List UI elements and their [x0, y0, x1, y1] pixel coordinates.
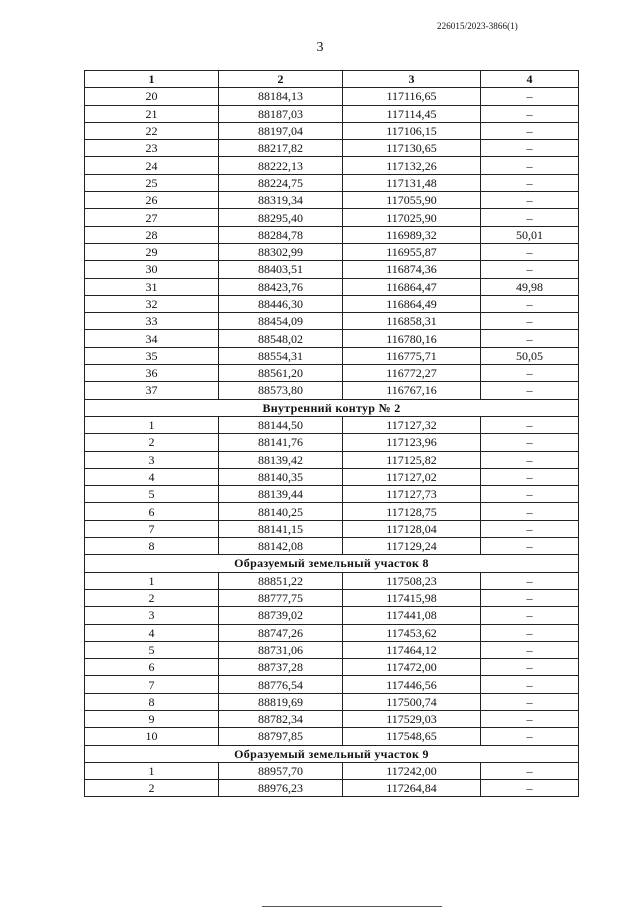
- distance-cell: 49,98: [481, 278, 579, 295]
- distance-cell: –: [481, 382, 579, 399]
- y-coordinate-cell: 117453,62: [343, 624, 481, 641]
- section-header-row: [85, 745, 579, 762]
- point-number-cell: 36: [85, 365, 219, 382]
- y-coordinate-cell: 117125,82: [343, 451, 481, 468]
- distance-cell: 50,01: [481, 226, 579, 243]
- distance-cell: –: [481, 728, 579, 745]
- distance-cell: –: [481, 589, 579, 606]
- table-row: [85, 451, 579, 468]
- y-coordinate-cell: 116989,32: [343, 226, 481, 243]
- x-coordinate-cell: 88423,76: [219, 278, 343, 295]
- document-number: 226015/2023-3866(1): [437, 21, 518, 31]
- distance-cell: –: [481, 780, 579, 797]
- y-coordinate-cell: 116772,27: [343, 365, 481, 382]
- distance-cell: –: [481, 365, 579, 382]
- table-row: [85, 641, 579, 658]
- distance-cell: –: [481, 520, 579, 537]
- distance-cell: –: [481, 330, 579, 347]
- distance-cell: –: [481, 710, 579, 727]
- y-coordinate-cell: 117106,15: [343, 122, 481, 139]
- table-row: [85, 520, 579, 537]
- header-cell-x: 2: [219, 71, 343, 88]
- header-cell-number: 1: [85, 71, 219, 88]
- y-coordinate-cell: 117127,73: [343, 486, 481, 503]
- distance-cell: –: [481, 451, 579, 468]
- x-coordinate-cell: 88142,08: [219, 538, 343, 555]
- x-coordinate-cell: 88184,13: [219, 88, 343, 105]
- distance-cell: –: [481, 416, 579, 433]
- coordinates-table-body: [85, 71, 579, 797]
- header-cell-y: 3: [343, 71, 481, 88]
- distance-cell: –: [481, 572, 579, 589]
- y-coordinate-cell: 117242,00: [343, 762, 481, 779]
- distance-cell: –: [481, 503, 579, 520]
- y-coordinate-cell: 117441,08: [343, 607, 481, 624]
- point-number-cell: 2: [85, 434, 219, 451]
- distance-cell: –: [481, 313, 579, 330]
- point-number-cell: 21: [85, 105, 219, 122]
- point-number-cell: 3: [85, 451, 219, 468]
- table-row: [85, 710, 579, 727]
- point-number-cell: 1: [85, 572, 219, 589]
- y-coordinate-cell: 116864,49: [343, 295, 481, 312]
- point-number-cell: 26: [85, 192, 219, 209]
- y-coordinate-cell: 117114,45: [343, 105, 481, 122]
- point-number-cell: 23: [85, 140, 219, 157]
- table-row: [85, 209, 579, 226]
- table-row: [85, 676, 579, 693]
- table-row: [85, 762, 579, 779]
- point-number-cell: 30: [85, 261, 219, 278]
- y-coordinate-cell: 117116,65: [343, 88, 481, 105]
- x-coordinate-cell: 88319,34: [219, 192, 343, 209]
- distance-cell: –: [481, 192, 579, 209]
- point-number-cell: 25: [85, 174, 219, 191]
- distance-cell: –: [481, 641, 579, 658]
- x-coordinate-cell: 88573,80: [219, 382, 343, 399]
- table-row: [85, 295, 579, 312]
- point-number-cell: 37: [85, 382, 219, 399]
- distance-cell: –: [481, 659, 579, 676]
- distance-cell: –: [481, 157, 579, 174]
- y-coordinate-cell: 117127,32: [343, 416, 481, 433]
- table-row: [85, 624, 579, 641]
- x-coordinate-cell: 88548,02: [219, 330, 343, 347]
- x-coordinate-cell: 88737,28: [219, 659, 343, 676]
- distance-cell: –: [481, 122, 579, 139]
- point-number-cell: 28: [85, 226, 219, 243]
- y-coordinate-cell: 117128,04: [343, 520, 481, 537]
- x-coordinate-cell: 88777,75: [219, 589, 343, 606]
- y-coordinate-cell: 117264,84: [343, 780, 481, 797]
- y-coordinate-cell: 117529,03: [343, 710, 481, 727]
- x-coordinate-cell: 88747,26: [219, 624, 343, 641]
- table-row: [85, 122, 579, 139]
- x-coordinate-cell: 88139,44: [219, 486, 343, 503]
- distance-cell: –: [481, 624, 579, 641]
- y-coordinate-cell: 117500,74: [343, 693, 481, 710]
- point-number-cell: 6: [85, 503, 219, 520]
- point-number-cell: 9: [85, 710, 219, 727]
- table-row: [85, 226, 579, 243]
- x-coordinate-cell: 88561,20: [219, 365, 343, 382]
- y-coordinate-cell: 117129,24: [343, 538, 481, 555]
- section-title: Образуемый земельный участок 9: [85, 745, 579, 762]
- point-number-cell: 6: [85, 659, 219, 676]
- x-coordinate-cell: 88554,31: [219, 347, 343, 364]
- x-coordinate-cell: 88819,69: [219, 693, 343, 710]
- table-row: [85, 313, 579, 330]
- distance-cell: –: [481, 243, 579, 260]
- y-coordinate-cell: 117025,90: [343, 209, 481, 226]
- table-row: [85, 192, 579, 209]
- table-row: [85, 365, 579, 382]
- x-coordinate-cell: 88782,34: [219, 710, 343, 727]
- x-coordinate-cell: 88731,06: [219, 641, 343, 658]
- table-row: [85, 278, 579, 295]
- distance-cell: –: [481, 105, 579, 122]
- table-row: [85, 693, 579, 710]
- x-coordinate-cell: 88446,30: [219, 295, 343, 312]
- x-coordinate-cell: 88140,25: [219, 503, 343, 520]
- x-coordinate-cell: 88140,35: [219, 468, 343, 485]
- point-number-cell: 5: [85, 486, 219, 503]
- y-coordinate-cell: 117123,96: [343, 434, 481, 451]
- y-coordinate-cell: 116874,36: [343, 261, 481, 278]
- point-number-cell: 4: [85, 624, 219, 641]
- table-row: [85, 88, 579, 105]
- y-coordinate-cell: 116955,87: [343, 243, 481, 260]
- coordinates-table: [84, 70, 579, 797]
- table-row: [85, 607, 579, 624]
- header-cell-distance: 4: [481, 71, 579, 88]
- distance-cell: –: [481, 88, 579, 105]
- x-coordinate-cell: 88139,42: [219, 451, 343, 468]
- y-coordinate-cell: 117464,12: [343, 641, 481, 658]
- point-number-cell: 29: [85, 243, 219, 260]
- y-coordinate-cell: 116775,71: [343, 347, 481, 364]
- point-number-cell: 27: [85, 209, 219, 226]
- point-number-cell: 34: [85, 330, 219, 347]
- section-title: Внутренний контур № 2: [85, 399, 579, 416]
- point-number-cell: 2: [85, 780, 219, 797]
- table-row: [85, 174, 579, 191]
- distance-cell: –: [481, 762, 579, 779]
- y-coordinate-cell: 117128,75: [343, 503, 481, 520]
- distance-cell: 50,05: [481, 347, 579, 364]
- y-coordinate-cell: 117127,02: [343, 468, 481, 485]
- x-coordinate-cell: 88454,09: [219, 313, 343, 330]
- distance-cell: –: [481, 538, 579, 555]
- table-row: [85, 330, 579, 347]
- table-row: [85, 468, 579, 485]
- point-number-cell: 5: [85, 641, 219, 658]
- point-number-cell: 2: [85, 589, 219, 606]
- table-row: [85, 780, 579, 797]
- point-number-cell: 32: [85, 295, 219, 312]
- table-row: [85, 538, 579, 555]
- x-coordinate-cell: 88797,85: [219, 728, 343, 745]
- point-number-cell: 22: [85, 122, 219, 139]
- table-row: [85, 503, 579, 520]
- section-header-row: [85, 555, 579, 572]
- x-coordinate-cell: 88141,76: [219, 434, 343, 451]
- x-coordinate-cell: 88217,82: [219, 140, 343, 157]
- table-row: [85, 486, 579, 503]
- point-number-cell: 1: [85, 762, 219, 779]
- table-header-row: [85, 71, 579, 88]
- x-coordinate-cell: 88222,13: [219, 157, 343, 174]
- distance-cell: –: [481, 174, 579, 191]
- distance-cell: –: [481, 209, 579, 226]
- point-number-cell: 8: [85, 538, 219, 555]
- x-coordinate-cell: 88224,75: [219, 174, 343, 191]
- x-coordinate-cell: 88403,51: [219, 261, 343, 278]
- y-coordinate-cell: 116780,16: [343, 330, 481, 347]
- y-coordinate-cell: 117446,56: [343, 676, 481, 693]
- distance-cell: –: [481, 140, 579, 157]
- point-number-cell: 33: [85, 313, 219, 330]
- table-row: [85, 140, 579, 157]
- distance-cell: –: [481, 486, 579, 503]
- x-coordinate-cell: 88295,40: [219, 209, 343, 226]
- point-number-cell: 3: [85, 607, 219, 624]
- table-row: [85, 243, 579, 260]
- x-coordinate-cell: 88976,23: [219, 780, 343, 797]
- point-number-cell: 31: [85, 278, 219, 295]
- table-row: [85, 157, 579, 174]
- x-coordinate-cell: 88851,22: [219, 572, 343, 589]
- table-row: [85, 382, 579, 399]
- distance-cell: –: [481, 676, 579, 693]
- point-number-cell: 7: [85, 676, 219, 693]
- table-row: [85, 416, 579, 433]
- point-number-cell: 7: [85, 520, 219, 537]
- point-number-cell: 8: [85, 693, 219, 710]
- y-coordinate-cell: 117548,65: [343, 728, 481, 745]
- table-row: [85, 589, 579, 606]
- section-title: Образуемый земельный участок 8: [85, 555, 579, 572]
- table-row: [85, 261, 579, 278]
- x-coordinate-cell: 88197,04: [219, 122, 343, 139]
- y-coordinate-cell: 116858,31: [343, 313, 481, 330]
- distance-cell: –: [481, 607, 579, 624]
- point-number-cell: 24: [85, 157, 219, 174]
- y-coordinate-cell: 117132,26: [343, 157, 481, 174]
- table-row: [85, 434, 579, 451]
- x-coordinate-cell: 88302,99: [219, 243, 343, 260]
- table-row: [85, 347, 579, 364]
- table-row: [85, 659, 579, 676]
- y-coordinate-cell: 117472,00: [343, 659, 481, 676]
- y-coordinate-cell: 116864,47: [343, 278, 481, 295]
- y-coordinate-cell: 117130,65: [343, 140, 481, 157]
- page-number: 3: [316, 40, 324, 55]
- point-number-cell: 10: [85, 728, 219, 745]
- distance-cell: –: [481, 693, 579, 710]
- x-coordinate-cell: 88284,78: [219, 226, 343, 243]
- y-coordinate-cell: 117131,48: [343, 174, 481, 191]
- x-coordinate-cell: 88739,02: [219, 607, 343, 624]
- y-coordinate-cell: 117055,90: [343, 192, 481, 209]
- point-number-cell: 4: [85, 468, 219, 485]
- table-row: [85, 728, 579, 745]
- point-number-cell: 20: [85, 88, 219, 105]
- y-coordinate-cell: 117508,23: [343, 572, 481, 589]
- distance-cell: –: [481, 468, 579, 485]
- point-number-cell: 35: [85, 347, 219, 364]
- x-coordinate-cell: 88957,70: [219, 762, 343, 779]
- distance-cell: –: [481, 261, 579, 278]
- table-row: [85, 572, 579, 589]
- point-number-cell: 1: [85, 416, 219, 433]
- distance-cell: –: [481, 434, 579, 451]
- x-coordinate-cell: 88187,03: [219, 105, 343, 122]
- x-coordinate-cell: 88776,54: [219, 676, 343, 693]
- section-header-row: [85, 399, 579, 416]
- y-coordinate-cell: 116767,16: [343, 382, 481, 399]
- y-coordinate-cell: 117415,98: [343, 589, 481, 606]
- table-row: [85, 105, 579, 122]
- x-coordinate-cell: 88141,15: [219, 520, 343, 537]
- x-coordinate-cell: 88144,50: [219, 416, 343, 433]
- distance-cell: –: [481, 295, 579, 312]
